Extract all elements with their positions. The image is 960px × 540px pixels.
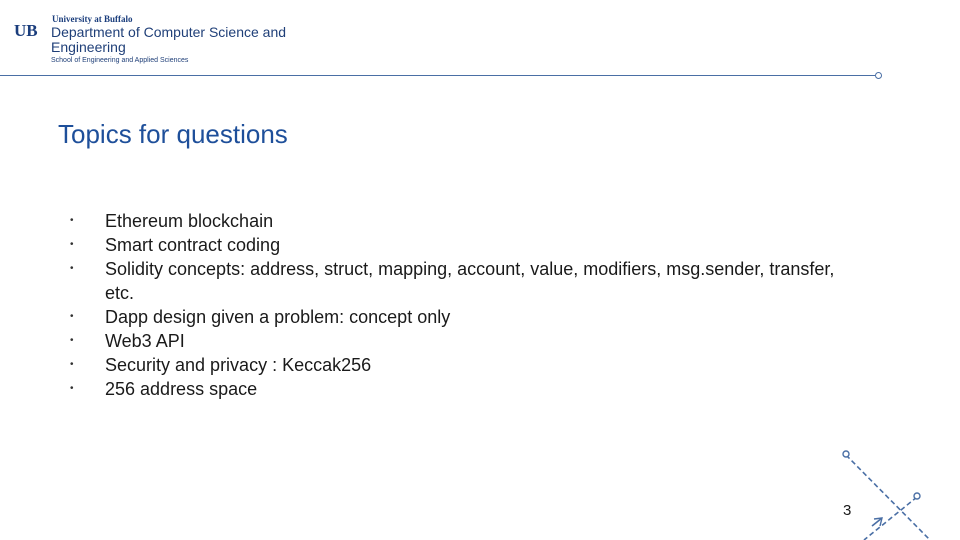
list-item-text: Solidity concepts: address, struct, mapping, account, value, modifiers, msg.sender, transfer, etc.	[105, 259, 835, 303]
list-item	[70, 305, 850, 329]
department-name: Department of Computer Science and Engineering	[51, 24, 287, 55]
list-item-text: Security and privacy : Keccak256	[105, 355, 372, 375]
list-item	[70, 257, 850, 305]
bullet-icon: •	[70, 215, 74, 226]
svg-text:UB: UB	[14, 21, 38, 40]
list-item-text: Dapp design given a problem: concept only	[105, 307, 451, 327]
header	[14, 12, 314, 72]
header-divider	[0, 75, 875, 76]
list-item	[70, 233, 850, 257]
list-item-text: Ethereum blockchain	[105, 211, 274, 231]
bullet-icon: •	[70, 239, 74, 250]
bullet-icon: •	[70, 359, 74, 370]
list-item-text: Web3 API	[105, 331, 185, 351]
page-number: 3	[843, 502, 852, 519]
list-item	[70, 329, 850, 353]
bullet-icon: •	[70, 335, 74, 346]
ub-logo-icon	[14, 20, 44, 40]
school-name: School of Engineering and Applied Sciences	[51, 57, 189, 64]
bullet-icon: •	[70, 383, 74, 394]
list-item	[70, 209, 850, 233]
topic-list	[70, 209, 850, 401]
list-item	[70, 353, 850, 377]
bullet-icon: •	[70, 263, 74, 274]
list-item-text: Smart contract coding	[105, 235, 281, 255]
bullet-icon: •	[70, 311, 74, 322]
slide-title: Topics for questions	[58, 119, 288, 149]
list-item	[70, 377, 850, 401]
university-name: University at Buffalo	[52, 14, 133, 24]
divider-end-circle	[875, 72, 882, 79]
decorative-network-lines-icon	[820, 440, 960, 540]
list-item-text: 256 address space	[105, 379, 258, 399]
